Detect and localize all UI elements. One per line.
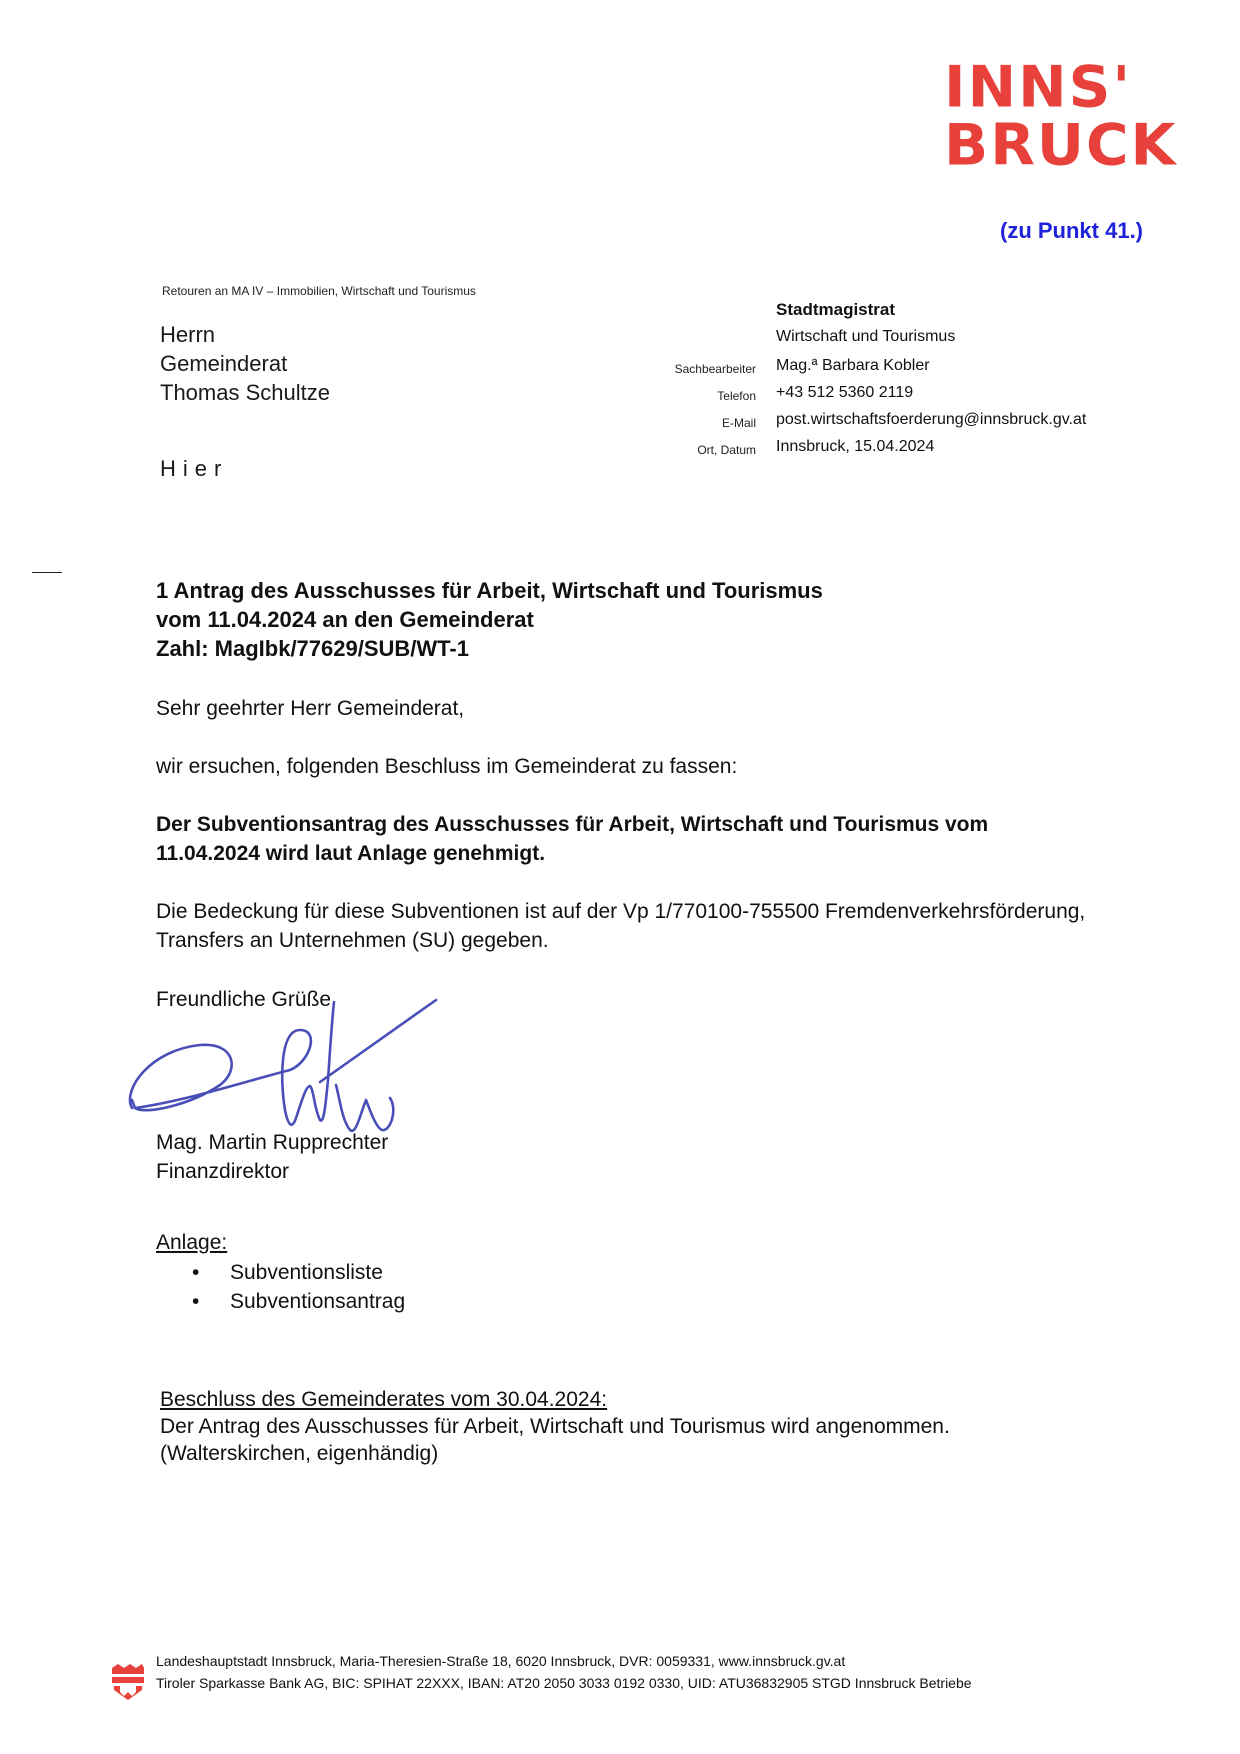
attachment-item: • Subventionsantrag [190,1287,405,1316]
innsbruck-logo [944,53,1194,179]
resolution-text [156,810,988,868]
resolution-line-2: 11.04.2024 wird laut Anlage genehmigt. [156,842,546,865]
coverage-text [156,897,1085,955]
handwritten-signature [120,990,450,1160]
logo-line-2: BRUCK [944,111,1178,179]
info-label-phone: Telefon [717,389,756,403]
subject-line-1: 1 Antrag des Ausschusses für Arbeit, Wirtschaft und Tourismus [156,578,823,603]
coverage-line-1: Die Bedeckung für diese Subventionen ist auf der Vp 1/770100-755500 Fremdenverkehrsförderung, [156,900,1086,923]
recipient-line-3: Thomas Schultze [160,380,330,405]
attachments-list [190,1258,405,1316]
signature-stroke [130,1000,436,1131]
recipient-address [160,320,330,407]
closing: Freundliche Grüße [156,988,332,1011]
subject-line-2: vom 11.04.2024 an den Gemeinderat [156,607,534,632]
salutation: Sehr geehrter Herr Gemeinderat, [156,697,465,720]
city-emblem-icon [110,1660,146,1700]
return-address: Retouren an MA IV – Immobilien, Wirtschaft und Tourismus [162,284,476,298]
info-value-date: Innsbruck, 15.04.2024 [776,438,935,455]
coverage-line-2: Transfers an Unternehmen (SU) gegeben. [156,929,549,952]
info-value-email: post.wirtschaftsfoerderung@innsbruck.gv.at [776,411,1087,428]
attachments-heading: Anlage: [156,1231,228,1254]
footer [156,1650,972,1694]
signatory-name: Mag. Martin Rupprechter [156,1131,389,1154]
signatory-title: Finanzdirektor [156,1160,290,1183]
info-label-email: E-Mail [721,416,756,430]
request-text: wir ersuchen, folgenden Beschluss im Gemeinderat zu fassen: [156,755,738,778]
footer-line-1: Landeshauptstadt Innsbruck, Maria-Theresien-Straße 18, 6020 Innsbruck, DVR: 0059331, www.innsbruck.gv.at [156,1653,846,1669]
decision-line-2: (Walterskirchen, eigenhändig) [160,1442,439,1465]
info-label-date: Ort, Datum [697,443,756,457]
sender-office: Stadtmagistrat [776,300,896,319]
sender-department: Wirtschaft und Tourismus [776,328,956,345]
attachment-item: • Subventionsliste [190,1258,405,1287]
logo-line-1: INNS' [944,53,1133,121]
info-value-clerk: Mag.ª Barbara Kobler [776,357,930,374]
fold-mark [32,572,62,573]
recipient-line-1: Herrn [160,322,216,347]
subject-block [156,576,823,663]
decision-block [160,1386,950,1467]
recipient-line-2: Gemeinderat [160,351,288,376]
decision-heading: Beschluss des Gemeinderates vom 30.04.2024: [160,1388,608,1411]
resolution-line-1: Der Subventionsantrag des Ausschusses für Arbeit, Wirtschaft und Tourismus vom [156,813,989,836]
decision-line-1: Der Antrag des Ausschusses für Arbeit, Wirtschaft und Tourismus wird angenommen. [160,1415,950,1438]
info-label-clerk: Sachbearbeiter [674,362,756,376]
recipient-location: Hier [160,456,229,481]
info-value-phone: +43 512 5360 2119 [776,384,914,401]
footer-line-2: Tiroler Sparkasse Bank AG, BIC: SPIHAT 22XXX, IBAN: AT20 2050 3033 0192 0330, UID: ATU36832905 STGD Innsbruck Betriebe [156,1675,972,1691]
subject-line-3: Zahl: MagIbk/77629/SUB/WT-1 [156,636,469,661]
agenda-reference: (zu Punkt 41.) [1000,218,1144,243]
